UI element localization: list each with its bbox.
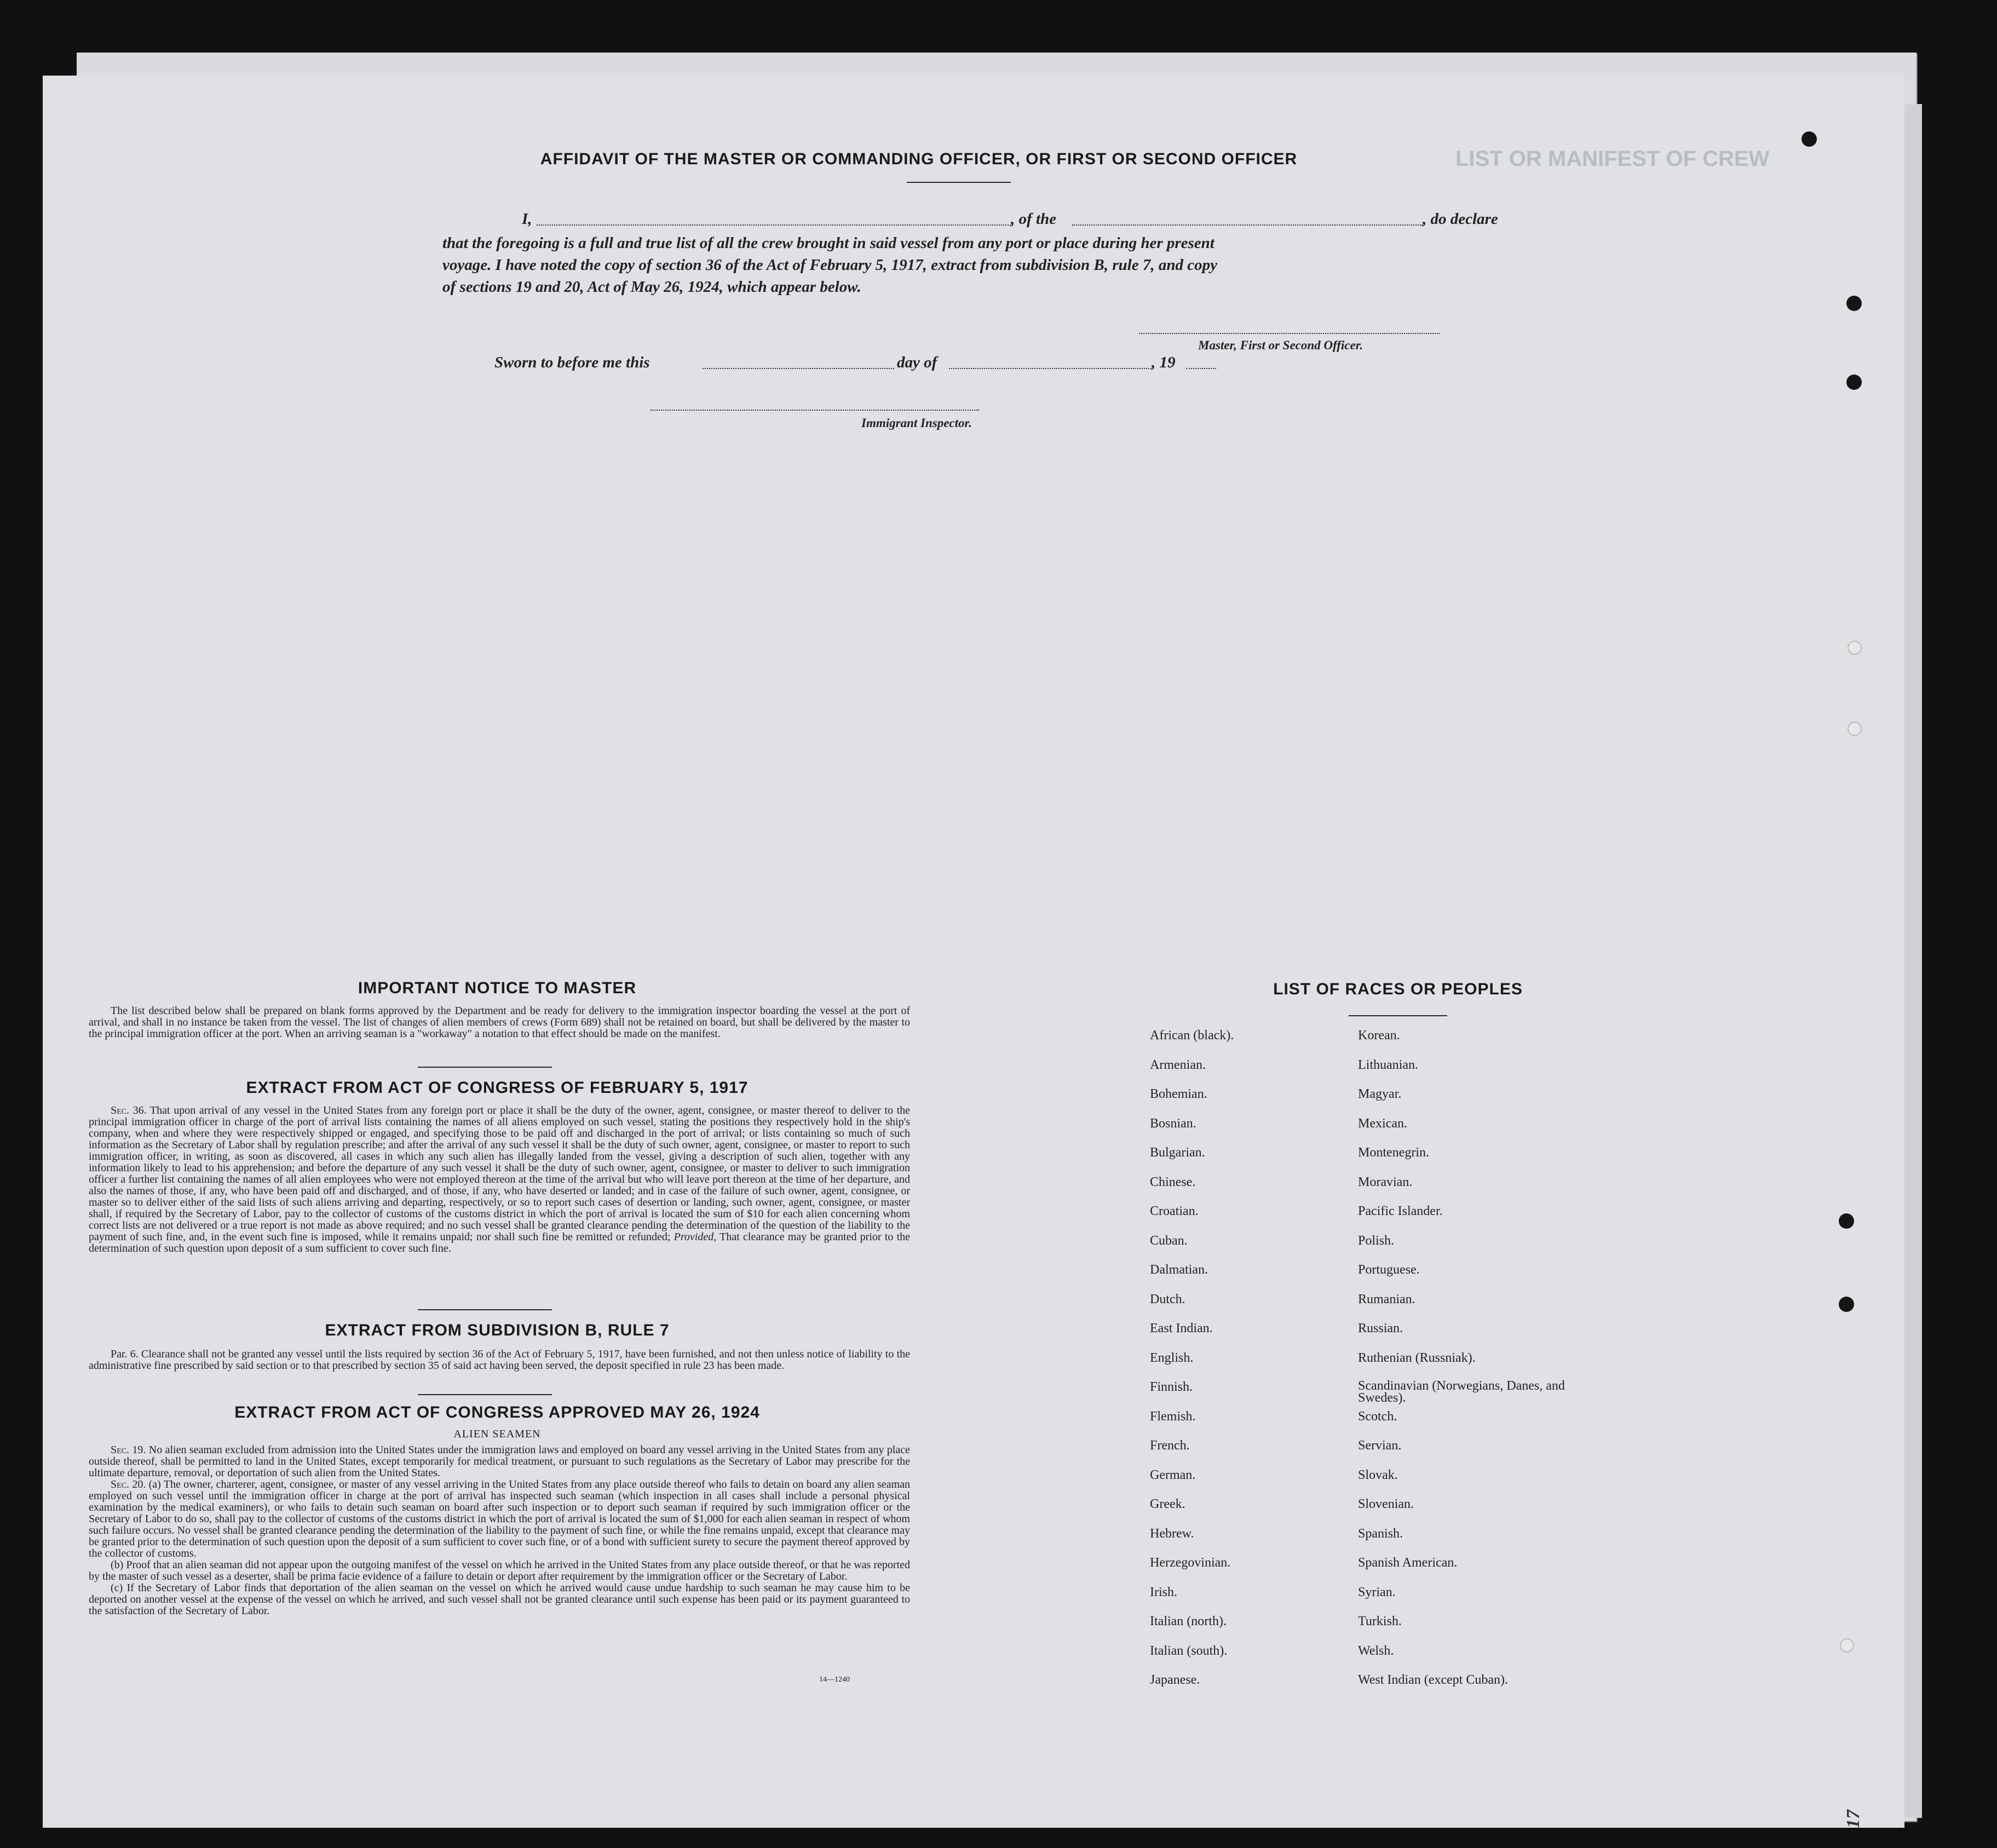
- race-row: [1150, 1087, 1566, 1116]
- race-row: [1150, 1585, 1566, 1615]
- race-right: Pacific Islander.: [1358, 1204, 1443, 1218]
- races-table: [1150, 1028, 1566, 1702]
- extract-1924-title: EXTRACT FROM ACT OF CONGRESS APPROVED MAY 26, 1924: [234, 1403, 760, 1421]
- race-row: [1150, 1438, 1566, 1468]
- affidavit-line2: that the foregoing is a full and true list of all the crew brought in said vessel from any port or place during her present: [442, 234, 1215, 252]
- race-left: Dalmatian.: [1150, 1263, 1208, 1277]
- race-row: [1150, 1058, 1566, 1087]
- race-right: Polish.: [1358, 1233, 1395, 1248]
- race-right: Rumanian.: [1358, 1292, 1415, 1306]
- form-number: 14—1240: [819, 1676, 850, 1684]
- race-left: English.: [1150, 1350, 1194, 1365]
- race-left: Chinese.: [1150, 1175, 1196, 1189]
- notice-body: The list described below shall be prepared on blank forms approved by the Department and be ready for delivery to the immigration inspector boarding the vessel at the port of arrival, and shall in no instance be taken from the vessel. The list of changes of alien members of crews (Form 689) shall not be retained on board, but shall be delivered by the master to the principal immigration officer at the port. When an arriving seaman is a "workaway" a notation to that effect should be made on the manifest.: [89, 1005, 910, 1040]
- race-left: Finnish.: [1150, 1380, 1193, 1394]
- race-left: Herzegovinian.: [1150, 1556, 1231, 1570]
- affidavit-declare: , do declare: [1423, 210, 1498, 228]
- race-right: Magyar.: [1358, 1087, 1402, 1101]
- race-right: Slovak.: [1358, 1467, 1398, 1482]
- race-left: Croatian.: [1150, 1204, 1199, 1218]
- race-row: [1150, 1644, 1566, 1673]
- race-row: [1150, 1234, 1566, 1263]
- inspector-label: Immigrant Inspector.: [861, 416, 972, 430]
- page-mark: 17: [1843, 1810, 1863, 1828]
- punch-hole: [1840, 1638, 1854, 1653]
- sworn-year: , 19: [1152, 354, 1176, 371]
- race-row: [1150, 1468, 1566, 1498]
- punch-hole: [1839, 1213, 1854, 1229]
- race-row: [1150, 1204, 1566, 1234]
- race-row: [1150, 1527, 1566, 1556]
- race-left: Cuban.: [1150, 1233, 1188, 1248]
- race-row: [1150, 1497, 1566, 1527]
- master-signature-label: Master, First or Second Officer.: [1198, 338, 1363, 352]
- affidavit-i: I,: [522, 210, 532, 228]
- race-left: Hebrew.: [1150, 1526, 1194, 1541]
- notice-title: IMPORTANT NOTICE TO MASTER: [358, 979, 637, 997]
- race-left: Dutch.: [1150, 1292, 1185, 1306]
- race-right: Korean.: [1358, 1028, 1400, 1043]
- extract-1917-body: Sec. 36. That upon arrival of any vessel in the United States from any foreign port or place it shall be the duty of the owner, agent, consignee, or master thereof to deliver to the principal immigration officer in charge of the port of arrival lists containing the names of all aliens employed on such vessel, stating the positions they respectively hold in the ship's company, when and where they were respectively shipped or engaged, and specifying those to be paid off and discharged in the port of arrival; or lists containing so much of such information as the Secretary of Labor shall by regulation prescribe; and after the arrival of any such vessel it shall be the duty of such owner, agent, consignee, or master to report to such immigration officer, in writing, as soon as discovered, all cases in which any such alien has illegally landed from the vessel, giving a description of such alien, together with any information likely to lead to his apprehension; and before the departure of any such vessel it shall be the duty of such owner, agent, consignee, or master to deliver to such immigration officer a further list containing the names of all alien employees who were not employed thereon at the time of the arrival but who will leave port thereon at the time of her departure, and also the names of those, if any, who have been paid off and discharged, and of those, if any, who have deserted or landed; and in case of the failure of such owner, agent, consignee, or master so to deliver either of the said lists of such aliens arriving and departing, respectively, or so to report such cases of desertion or landing, such owner, agent, consignee, or master shall, if required by the Secretary of Labor, pay to the collector of customs of the customs district in which the port of arrival is located the sum of $10 for each alien concerning whom correct lists are not delivered or a true report is not made as above required; and no such vessel shall be granted clearance pending the determination of the question of the liability to the payment of such fine, and, in the event such fine is imposed, while it remains unpaid; nor shall such fine be remitted or refunded; Provided, That clearance may be granted prior to the determination of such question upon deposit of a sum sufficient to cover such fine.: [89, 1104, 911, 1254]
- race-right: Ruthenian (Russniak).: [1358, 1350, 1476, 1365]
- race-row: [1150, 1263, 1566, 1292]
- race-row: [1150, 1175, 1566, 1205]
- race-right: Scandinavian (Norwegians, Danes, and Swedes).: [1358, 1379, 1565, 1405]
- race-right: Spanish.: [1358, 1526, 1403, 1541]
- race-right: Servian.: [1358, 1438, 1402, 1453]
- race-left: German.: [1150, 1467, 1196, 1482]
- race-right: Russian.: [1358, 1321, 1403, 1335]
- race-right: Welsh.: [1358, 1643, 1394, 1658]
- race-right: Montenegrin.: [1358, 1145, 1429, 1160]
- race-right: Scotch.: [1358, 1409, 1397, 1424]
- affidavit-line3: voyage. I have noted the copy of section 36 of the Act of February 5, 1917, extract from subdivision B, rule 7, and copy: [442, 256, 1217, 274]
- extract-1924-subtitle: ALIEN SEAMEN: [453, 1428, 541, 1440]
- race-right: Spanish American.: [1358, 1556, 1458, 1570]
- races-title: LIST OF RACES OR PEOPLES: [1273, 980, 1523, 998]
- sworn-prefix: Sworn to before me this: [494, 354, 650, 371]
- race-row: [1150, 1321, 1566, 1351]
- race-row: [1150, 1556, 1566, 1585]
- affidavit-of-the: , of the: [1011, 210, 1056, 228]
- punch-hole: [1848, 641, 1862, 655]
- race-row: [1150, 1614, 1566, 1644]
- race-left: Italian (north).: [1150, 1614, 1227, 1628]
- extract-1917-title: EXTRACT FROM ACT OF CONGRESS OF FEBRUARY 5, 1917: [246, 1079, 749, 1097]
- punch-hole: [1848, 722, 1862, 736]
- race-row: [1150, 1292, 1566, 1322]
- race-left: Irish.: [1150, 1585, 1177, 1599]
- race-row: [1150, 1145, 1566, 1175]
- race-right: Moravian.: [1358, 1175, 1413, 1189]
- extract-rule7-title: EXTRACT FROM SUBDIVISION B, RULE 7: [325, 1321, 670, 1339]
- race-row: [1150, 1351, 1566, 1380]
- race-left: Greek.: [1150, 1497, 1185, 1511]
- race-left: Italian (south).: [1150, 1643, 1228, 1658]
- race-right: West Indian (except Cuban).: [1358, 1673, 1508, 1687]
- document-page: LIST OR MANIFEST OF CREW AFFIDAVIT OF THE MASTER OR COMMANDING OFFICER, OR FIRST OR SECOND OFFICER I, , of the , do declare that the foregoing is a full and true list of all the crew brought in said vessel from any port or place during her present voyage. I have noted the copy of section 36 of the Act of February 5, 1917, extract from subdivision B, rule 7, and copy of sections 19 and 20, Act of May 26, 1924, which appear below. Master, First or Second Officer. Sworn to before me this day of , 19 Immigrant Inspector. IMPORTANT NOTICE TO MASTER The list described below shall be prepared on blank forms approved by the Department and be ready for delivery to the immigration inspector boarding the vessel at the port of arrival, and shall in no instance be taken from the vessel. The list of changes of alien members of crews (Form 689) shall not be retained on board, but shall be delivered by the master to the principal immigration officer at the port. When an arriving seaman is a "workaway" a notation to that effect should be made on the manifest. EXTRACT FROM ACT OF CONGRESS OF FEBRUARY 5, 1917 Sec. 36. That upon arrival of any vessel in the United States from any foreign port or place it shall be the duty of the owner, agent, consignee, or master thereof to deliver to the principal immigration officer in charge of the port of arrival lists containing the names of all aliens employed on such vessel, stating the positions they respectively hold in the ship's company, when and where they were respectively shipped or engaged, and specifying those to be paid off and discharged in the port of arrival; or lists containing so much of such information as the Secretary of Labor shall by regulation prescribe; and after the arrival of any such vessel it shall be the duty of such owner, agent, consignee, or master to report to such immigration officer, in writing, as soon as discovered, all cases in which any such alien has illegally landed from the vessel, giving a description of such alien, together with any information likely to lead to his apprehension; and before the departure of any such vessel it shall be the duty of such owner, agent, consignee, or master to deliver to such immigration officer a further list containing the names of all alien employees who were not employed thereon at the time of the arrival but who will leave port thereon at the time of her departure, and also the names of those, if any, who have been paid off and discharged, and of those, if any, who have deserted or landed; and in case of the failure of such owner, agent, consignee, or master so to deliver either of the said lists of such aliens arriving and departing, respectively, or so to report such cases of desertion or landing, such owner, agent, consignee, or master shall, if required by the Secretary of Labor, pay to the collector of customs of the customs district in which the port of arrival is located the sum of $10 for each alien concerning whom correct lists are not delivered or a true report is not made as above required; and no such vessel shall be granted clearance pending the determination of the question of the liability to the payment of such fine, and, in the event such fine is imposed, while it remains unpaid; nor shall such fine be remitted or refunded; Provided, That clearance may be granted prior to the determination of such question upon deposit of a sum sufficient to cover such fine. EXTRACT FROM SUBDIVISION B, RULE 7 Par. 6. Clearance shall not be granted any vessel until the lists required by section 36 of the Act of February 5, 1917, have been furnished, and not then unless notice of liability to the administrative fine prescribed by said section or to that prescribed by section 35 of said act having been served, the deposit specified in rule 23 has been made. EXTRACT FROM ACT OF CONGRESS APPROVED MAY 26, 1924 ALIEN SEAMEN Sec. 19. No alien seaman excluded from admission into the United States under the immigration laws and employed on board any vessel arriving in the United States from any place outside thereof, shall be permitted to land in the United States, except temporarily for medical treatment, or pursuant to such regulations as the Secretary of Labor may prescribe for the ultimate departure, removal, or deportation of such alien from the United States. Sec. 20. (a) The owner, charterer, agent, consignee, or master of any vessel arriving in the United States from any place outside thereof who fails to detain on board any alien seaman employed on such vessel until the immigration officer in charge at the port of arrival has inspected such seaman (which inspection in all cases shall include a personal physical examination by the medical examiners), or who fails to detain such seaman on board after such inspection or to deport such seaman if required by such immigration officer or the Secretary of Labor to do so, shall pay to the collector of customs of the customs district in which the port of arrival is located the sum of $1,000 for each alien seaman in respect of whom such failure occurs. No vessel shall be granted clearance pending the determination of the liability to the payment of such fine, or while the fine remains unpaid, except that clearance may be granted prior to the determination of such question upon the deposit of a sum sufficient to cover such fine, or of a bond with sufficient surety to secure the payment thereof approved by the collector of customs. (b) Proof that an alien seaman did not appear upon the outgoing manifest of the vessel on which he arrived in the United States from any place outside thereof, or that he was reported by the master of such vessel as a deserter, shall be prima facie evidence of a failure to detain or deport after requirement by the immigration officer or the Secretary of Labor. (c) If the Secretary of Labor finds that deportation of the alien seaman on the vessel on which he arrived would cause undue hardship to such seaman he may cause him to be deported on another vessel at the expense of the vessel on which he arrived, and such vessel shall not be granted clearance until such expense has been paid or its payment guaranteed to the satisfaction of the Secretary of Labor. 14—1240 LIST OF RACES OR PEOPLES African (black). Korean. Armenian. Lithuanian. Bohemian. Magyar. Bosnian. Mexican. Bulgarian. Montenegrin. Chinese. Moravian. Croatian. Pacific Islander. Cuban. Polish. Dalmatian. Portuguese. Dutch. Rumanian. East Indian. Russian. English. Ruthenian (Russniak). Finnish. Scandinavian (Norwegians, Danes, and Swedes). Flemish. Scotch. French. Servian. German. Slovak. Greek. Slovenian. Hebrew. Spanish. Herzegovinian. Spanish American. Irish. Syrian. Italian (north). Turkish. Italian (south). Welsh. Japanese. West Indian (except Cuban). 17: [43, 76, 1904, 1828]
- race-right: Mexican.: [1358, 1116, 1407, 1131]
- race-left: Bohemian.: [1150, 1087, 1207, 1101]
- race-right: Lithuanian.: [1358, 1057, 1418, 1072]
- extract-rule7-body: Par. 6. Clearance shall not be granted any vessel until the lists required by section 36 of the Act of February 5, 1917, have been furnished, and not then unless notice of liability to the administrative fine prescribed by said section or to that prescribed by section 35 of said act having been served, the deposit specified in rule 23 has been made.: [89, 1348, 910, 1372]
- race-right: Syrian.: [1358, 1585, 1396, 1599]
- race-left: African (black).: [1150, 1028, 1234, 1043]
- punch-hole: [1802, 131, 1817, 147]
- race-row: [1150, 1380, 1566, 1409]
- race-left: Bulgarian.: [1150, 1145, 1205, 1160]
- race-left: Japanese.: [1150, 1673, 1200, 1687]
- race-row: [1150, 1409, 1566, 1439]
- race-row: [1150, 1028, 1566, 1058]
- punch-hole: [1846, 375, 1862, 390]
- race-right: Turkish.: [1358, 1614, 1402, 1628]
- race-right: Slovenian.: [1358, 1497, 1414, 1511]
- race-row: [1150, 1673, 1566, 1702]
- race-left: Bosnian.: [1150, 1116, 1196, 1131]
- sworn-day-of: day of: [897, 354, 937, 371]
- punch-hole: [1839, 1297, 1854, 1312]
- punch-hole: [1846, 296, 1862, 311]
- race-right: Portuguese.: [1358, 1263, 1420, 1277]
- race-left: Flemish.: [1150, 1409, 1196, 1424]
- affidavit-title: AFFIDAVIT OF THE MASTER OR COMMANDING OFFICER, OR FIRST OR SECOND OFFICER: [540, 150, 1298, 168]
- extract-1924-body: Sec. 19. No alien seaman excluded from admission into the United States under the immigration laws and employed on board any vessel arriving in the United States from any place outside thereof, shall be permitted to land in the United States, except temporarily for medical treatment, or pursuant to such regulations as the Secretary of Labor may prescribe for the ultimate departure, removal, or deportation of such alien from the United States. Sec. 20. (a) The owner, charterer, agent, consignee, or master of any vessel arriving in the United States from any place outside thereof who fails to detain on board any alien seaman employed on such vessel until the immigration officer in charge at the port of arrival has inspected such seaman (which inspection in all cases shall include a personal physical examination by the medical examiners), or who fails to detain such seaman on board after such inspection or to deport such seaman if required by such immigration officer or the Secretary of Labor to do so, shall pay to the collector of customs of the customs district in which the port of arrival is located the sum of $1,000 for each alien seaman in respect of whom such failure occurs. No vessel shall be granted clearance pending the determination of the liability to the payment of such fine, or while the fine remains unpaid, except that clearance may be granted prior to the determination of such question upon the deposit of a sum sufficient to cover such fine, or of a bond with sufficient surety to secure the payment thereof approved by the collector of customs. (b) Proof that an alien seaman did not appear upon the outgoing manifest of the vessel on which he arrived in the United States from any place outside thereof, or that he was reported by the master of such vessel as a deserter, shall be prima facie evidence of a failure to detain or deport after requirement by the immigration officer or the Secretary of Labor. (c) If the Secretary of Labor finds that deportation of the alien seaman on the vessel on which he arrived would cause undue hardship to such seaman he may cause him to be deported on another vessel at the expense of the vessel on which he arrived, and such vessel shall not be granted clearance until such expense has been paid or its payment guaranteed to the satisfaction of the Secretary of Labor.: [89, 1444, 910, 1617]
- race-left: French.: [1150, 1438, 1190, 1453]
- race-row: [1150, 1116, 1566, 1146]
- race-left: Armenian.: [1150, 1057, 1206, 1072]
- race-left: East Indian.: [1150, 1321, 1213, 1335]
- affidavit-line4: of sections 19 and 20, Act of May 26, 1924, which appear below.: [442, 278, 861, 296]
